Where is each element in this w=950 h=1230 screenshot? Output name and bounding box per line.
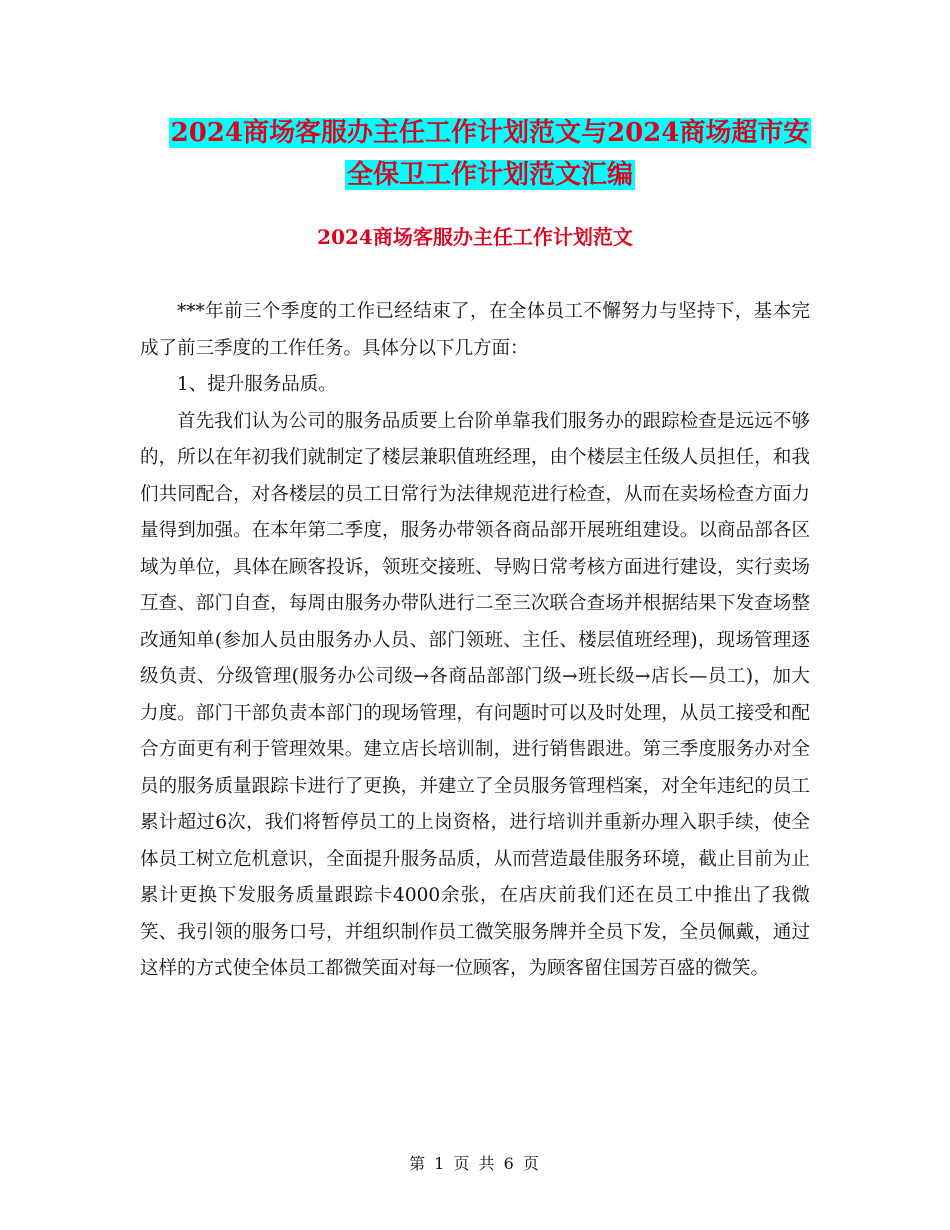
title-line-1: 2024商场客服办主任工作计划范文与2024商场超市安 xyxy=(170,118,810,148)
paragraph-intro: ***年前三个季度的工作已经结束了，在全体员工不懈努力与坚持下，基本完成了前三季度的工作任务。具体分以下几方面： xyxy=(140,301,810,359)
paragraph-service-quality: 首先我们认为公司的服务品质要上台阶单靠我们服务办的跟踪检查是远远不够的，所以在年初我们就制定了楼层兼职值班经理，由个楼层主任级人员担任，和我们共同配合，对各楼层的员工日常行为法律规范进行检查，从而在卖场检查方面力量得到加强。在本年第二季度，服务办带领各商品部开展班组建设。以商品部各区域为单位，具体在顾客投诉，领班交接班、导购日常考核方面进行建设，实行卖场互查、部门自查，每周由服务办带队进行二至三次联合查场并根据结果下发查场整改通知单(参加人员由服务办人员、部门领班、主任、楼层值班经理)，现场管理逐级负责、分级管理(服务办公司级→各商品部部门级→班长级→店长—员工)，加大力度。部门干部负责本部门的现场管理，有问题时可以及时处理，从员工接受和配合方面更有利于管理效果。建立店长培训制，进行销售跟进。第三季度服务办对全员的服务质量跟踪卡进行了更换，并建立了全员服务管理档案，对全年违纪的员工累计超过6次，我们将暂停员工的上岗资格，进行培训并重新办理入职手续，使全体员工树立危机意识，全面提升服务品质，从而营造最佳服务环境，截止目前为止累计更换下发服务质量跟踪卡4000余张，在店庆前我们还在员工中推出了我微笑、我引领的服务口号，并组织制作员工微笑服务牌并全员下发，全员佩戴，通过这样的方式使全体员工都微笑面对每一位顾客，为顾客留住国芳百盛的微笑。 xyxy=(140,410,810,979)
document-title xyxy=(140,112,840,196)
title-line-2: 全保卫工作计划范文汇编 xyxy=(346,160,633,190)
page-number: 第 1 页 共 6 页 xyxy=(409,1154,541,1173)
paragraph-heading-1: 1、提升服务品质。 xyxy=(177,374,337,395)
section-title: 2024商场客服办主任工作计划范文 xyxy=(317,225,633,249)
document-body xyxy=(140,294,810,988)
